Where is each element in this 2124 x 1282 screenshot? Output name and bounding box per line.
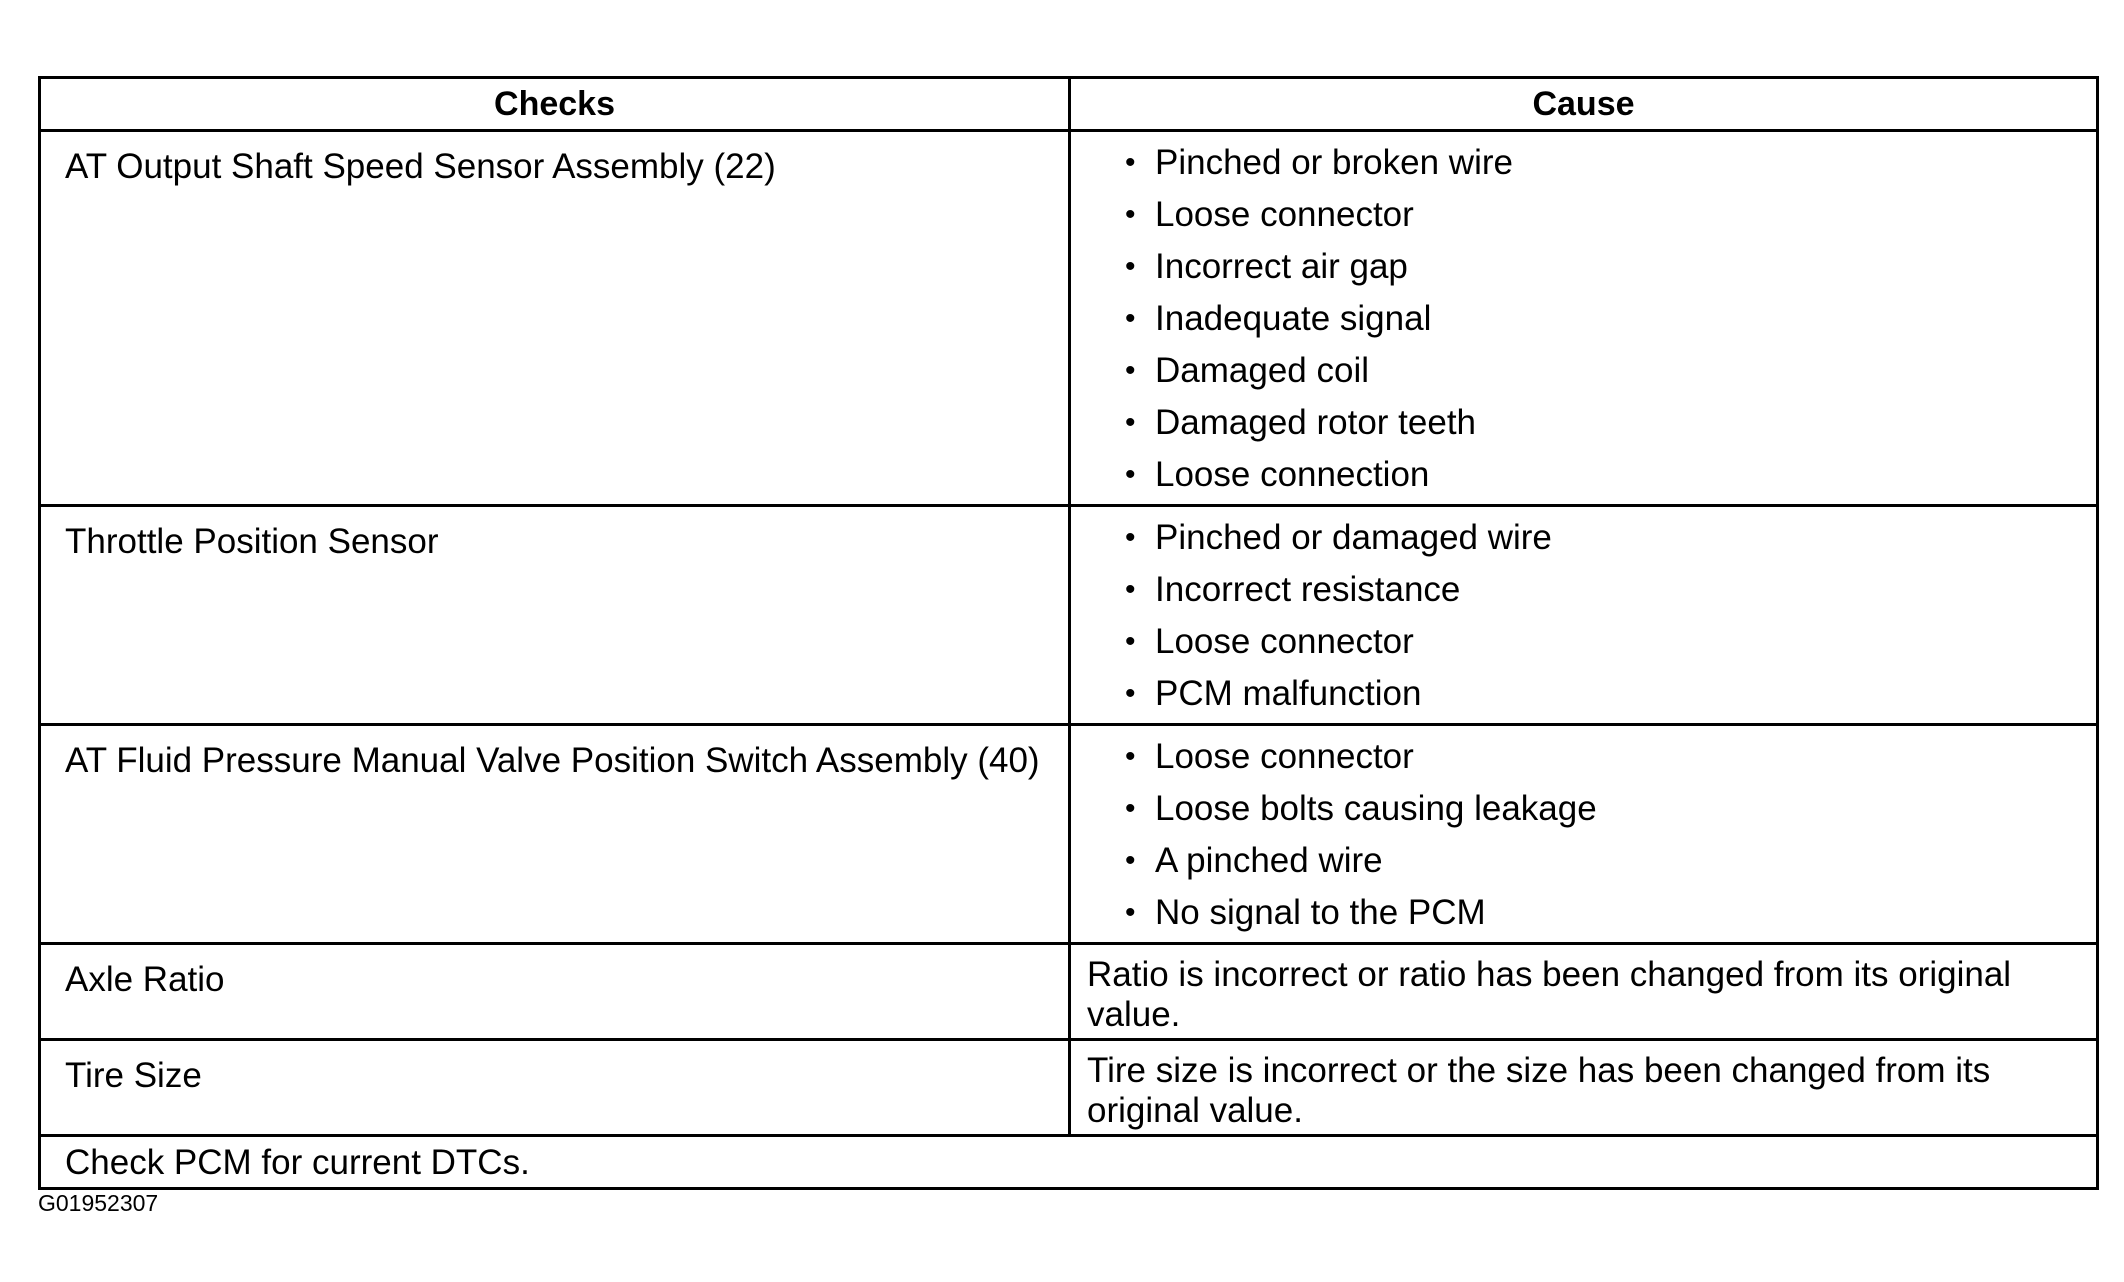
cause-item: • Pinched or broken wire [1121,140,2096,192]
bullet-icon: • [1125,198,1136,231]
bullet-icon: • [1125,146,1136,179]
cause-cell [1070,725,2098,944]
cause-item: • Incorrect air gap [1121,244,2096,296]
cause-item: • PCM malfunction [1121,671,2096,723]
table-row [40,1040,2098,1136]
bullet-icon: • [1125,250,1136,283]
bullet-icon: • [1125,406,1136,439]
cause-cell [1070,506,2098,725]
cause-item: • Inadequate signal [1121,296,2096,348]
bullet-icon: • [1125,792,1136,825]
table-row [40,131,2098,506]
cause-cell [1070,131,2098,506]
bullet-icon: • [1125,625,1136,658]
bullet-icon: • [1125,354,1136,387]
diagnostic-table [38,76,2099,1190]
bullet-icon: • [1125,302,1136,335]
figure-id-label: G01952307 [38,1190,159,1216]
bullet-icon: • [1125,844,1136,877]
cause-text: Tire size is incorrect or the size has been changed from its original value. [1070,1040,2098,1136]
table-row [40,944,2098,1040]
bullet-icon: • [1125,740,1136,773]
table-row [40,506,2098,725]
cause-text: Ratio is incorrect or ratio has been changed from its original value. [1070,944,2098,1040]
bullet-icon: • [1125,458,1136,491]
cause-item: • Loose connection [1121,452,2096,504]
footer-row [40,1136,2098,1189]
cause-item: • Loose connector [1121,619,2096,671]
footer-note: Check PCM for current DTCs. [40,1136,2098,1189]
check-item: Axle Ratio [40,944,1070,1040]
cause-item: • Incorrect resistance [1121,567,2096,619]
cause-list [1121,734,2096,942]
cause-list [1121,140,2096,504]
table-row [40,725,2098,944]
cause-item: • Loose bolts causing leakage [1121,786,2096,838]
cause-item: • Damaged rotor teeth [1121,400,2096,452]
check-item: Tire Size [40,1040,1070,1136]
bullet-icon: • [1125,573,1136,606]
cause-item: • Loose connector [1121,734,2096,786]
header-row [40,78,2098,131]
cause-item: • Damaged coil [1121,348,2096,400]
cause-item: • Loose connector [1121,192,2096,244]
cause-header: Cause [1070,78,2098,131]
check-item: Throttle Position Sensor [40,506,1070,725]
bullet-icon: • [1125,896,1136,929]
checks-header: Checks [40,78,1070,131]
cause-item: • No signal to the PCM [1121,890,2096,942]
check-item: AT Fluid Pressure Manual Valve Position Switch Assembly (40) [40,725,1070,944]
cause-item: • Pinched or damaged wire [1121,515,2096,567]
cause-item: • A pinched wire [1121,838,2096,890]
check-item: AT Output Shaft Speed Sensor Assembly (22) [40,131,1070,506]
cause-list [1121,515,2096,723]
bullet-icon: • [1125,521,1136,554]
bullet-icon: • [1125,677,1136,710]
